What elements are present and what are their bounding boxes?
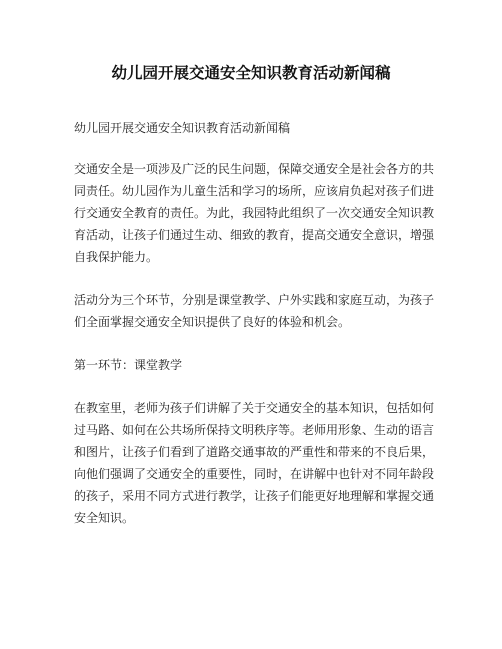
paragraph-intro: 交通安全是一项涉及广泛的民生问题，保障交通安全是社会各方的共同责任。幼儿园作为儿童生活和学习的场所，应该肩负起对孩子们进行交通安全教育的责任。为此，我园特此组织了一次交通安全知识教育活动，让孩子们通过生动、细致的教育，提高交通安全意识，增强自我保护能力。: [74, 162, 435, 264]
document-subtitle: 幼儿园开展交通安全知识教育活动新闻稿: [74, 121, 291, 135]
section-heading: 第一环节：课堂教学: [74, 358, 183, 372]
paragraph-classroom: 在教室里，老师为孩子们讲解了关于交通安全的基本知识，包括如何过马路、如何在公共场所保持文明秩序等。老师用形象、生动的语言和图片，让孩子们看到了道路交通事故的严重性和带来的不良后果，向他们强调了交通安全的重要性，同时，在讲解中也针对不同年龄段的孩子，采用不同方式进行教学，让孩子们能更好地理解和掌握交通安全知识。: [74, 401, 435, 525]
document-title: 幼儿园开展交通安全知识教育活动新闻稿: [111, 64, 391, 82]
document-body: [74, 117, 434, 550]
paragraph-overview: 活动分为三个环节，分别是课堂教学、户外实践和家庭互动，为孩子们全面掌握交通安全知识提供了良好的体验和机会。: [74, 293, 435, 329]
